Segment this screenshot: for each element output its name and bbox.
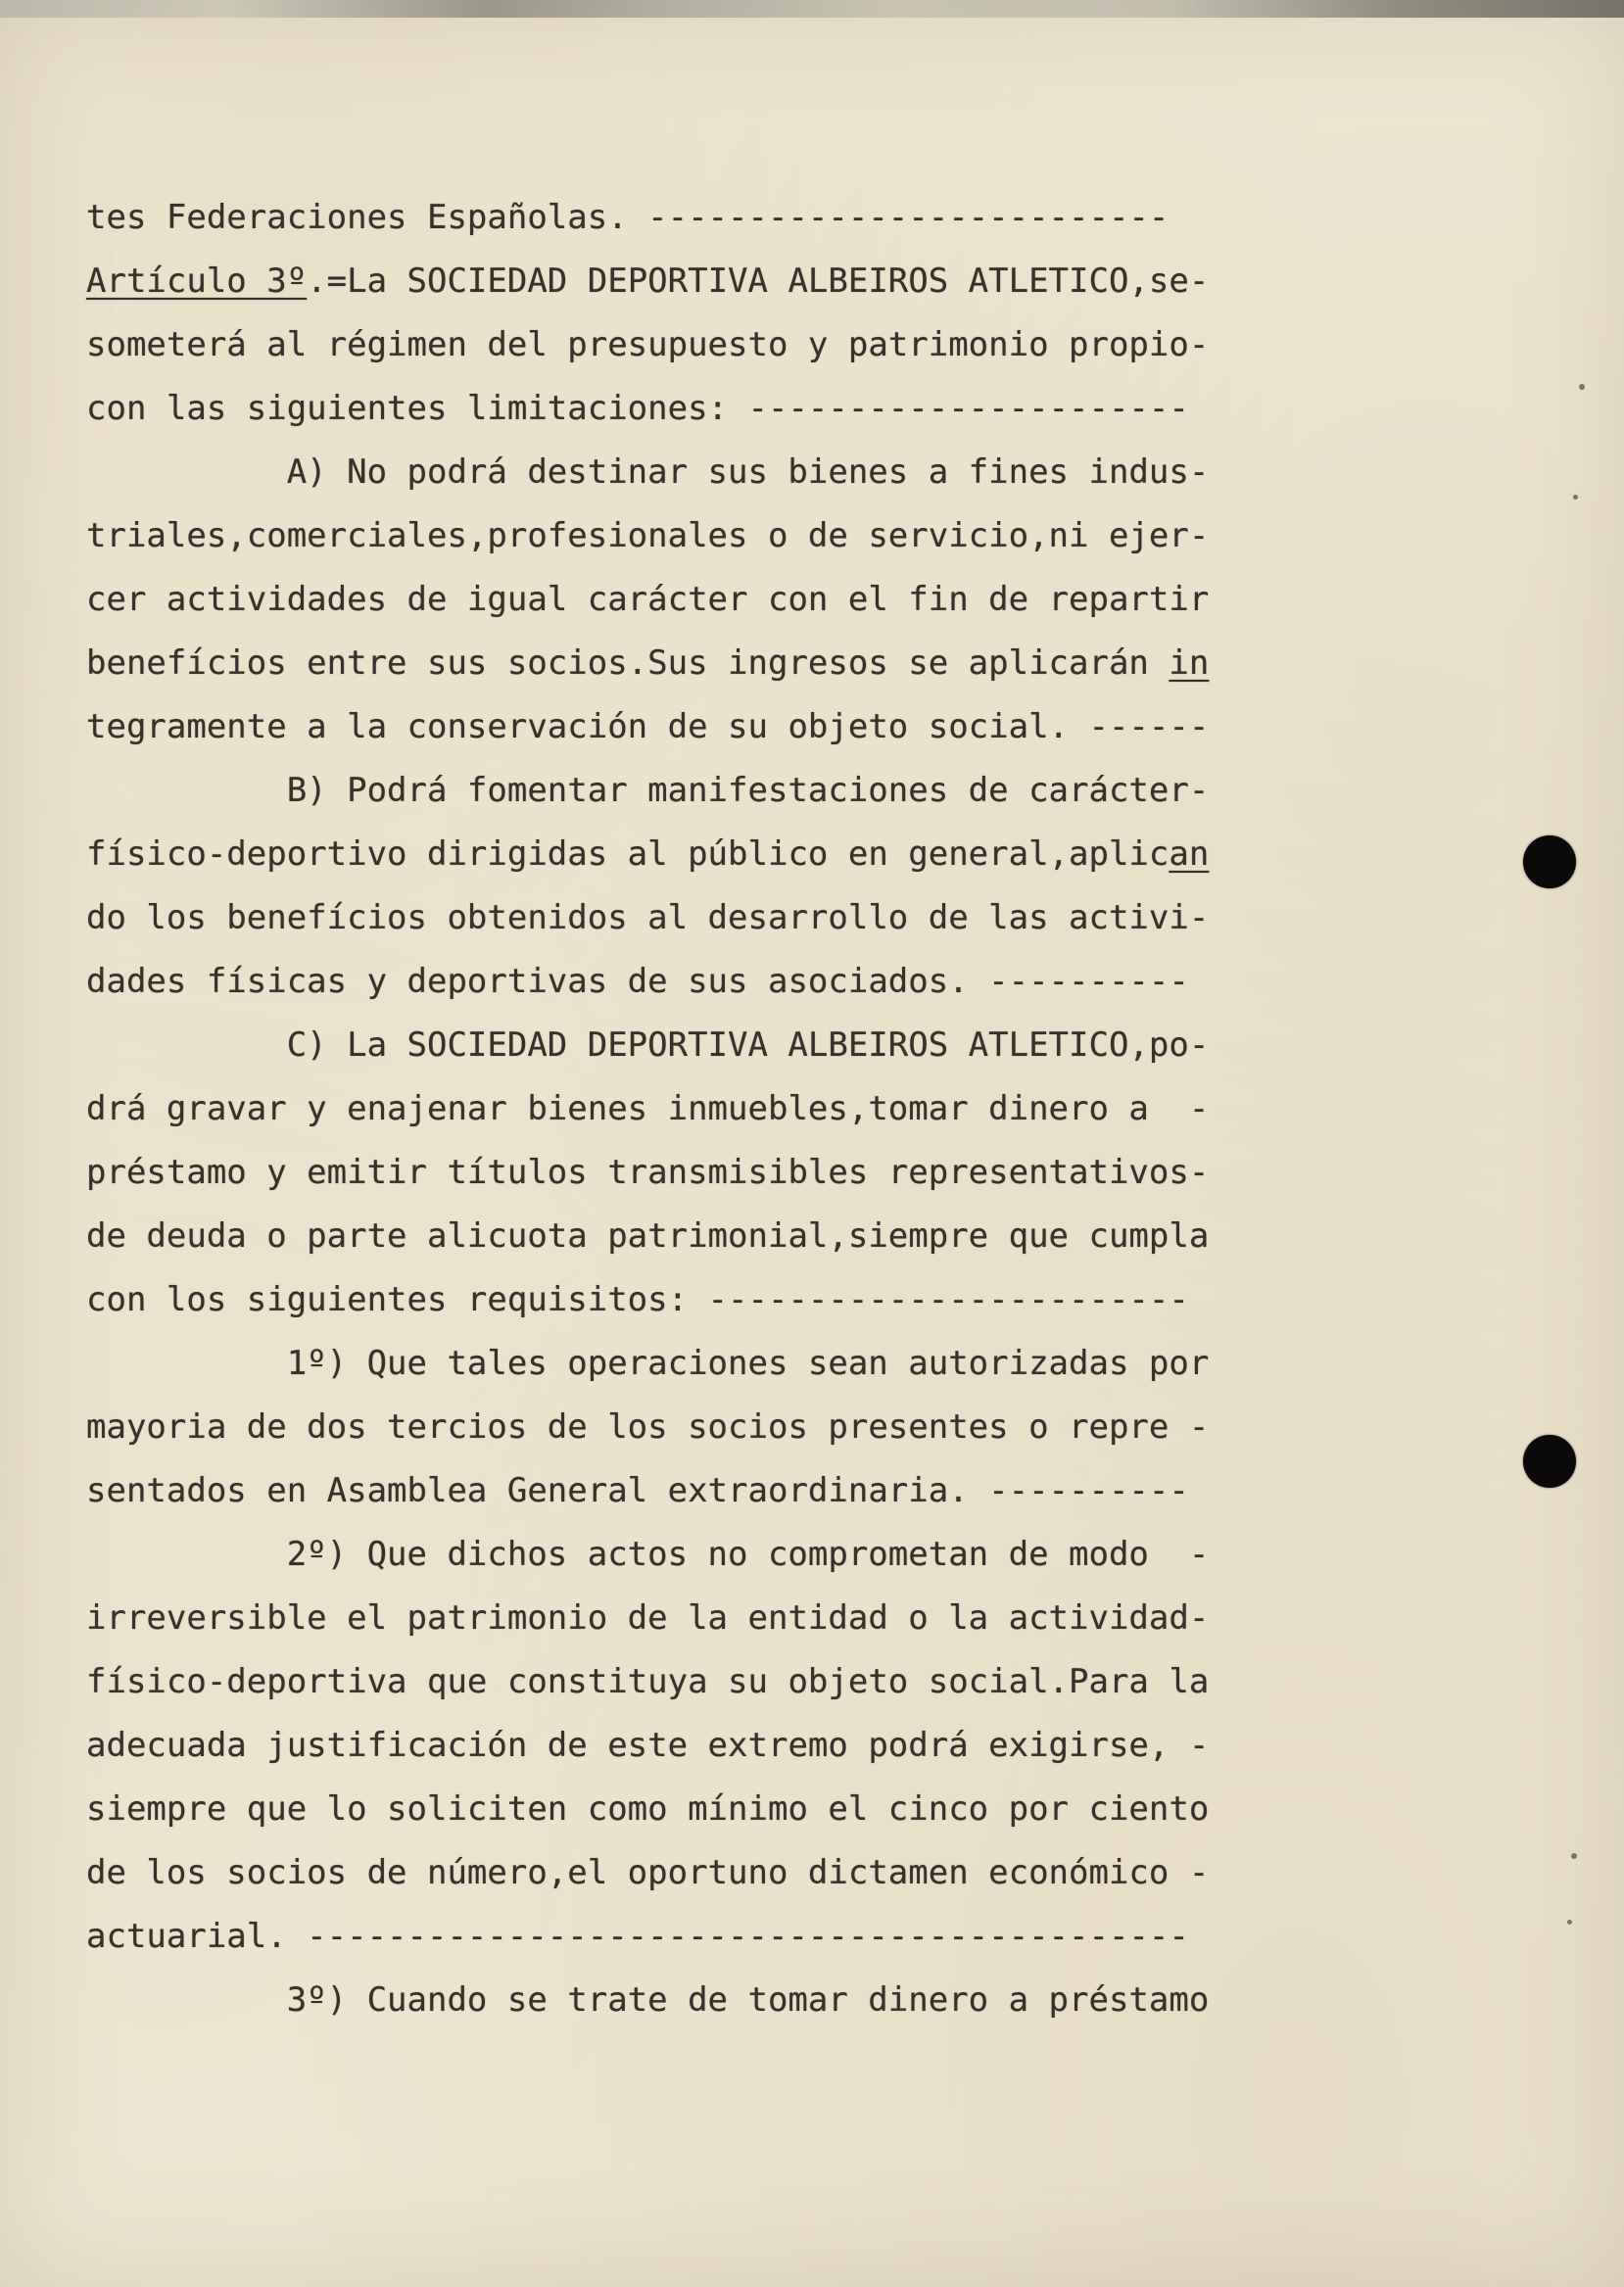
text-line bbox=[86, 1396, 1320, 1459]
document-text-block bbox=[86, 186, 1320, 2032]
text-segment: préstamo y emitir títulos transmisibles representativos- bbox=[86, 1153, 1210, 1192]
text-segment: adecuada justificación de este extremo podrá exigirse, - bbox=[86, 1726, 1210, 1765]
text-line bbox=[86, 1841, 1320, 1905]
text-segment: drá gravar y enajenar bienes inmuebles,tomar dinero a - bbox=[86, 1089, 1210, 1128]
text-line bbox=[86, 823, 1320, 886]
text-segment: sentados en Asamblea General extraordinaria. ---------- bbox=[86, 1471, 1189, 1510]
text-segment: de deuda o parte alicuota patrimonial,siempre que cumpla bbox=[86, 1216, 1210, 1256]
text-segment: físico-deportivo dirigidas al público en general,aplic bbox=[86, 834, 1170, 874]
underlined-text-segment: Artículo 3º bbox=[86, 262, 308, 301]
text-line bbox=[86, 1714, 1320, 1778]
text-line bbox=[86, 1205, 1320, 1268]
text-segment: siempre que lo soliciten como mínimo el cinco por ciento bbox=[86, 1789, 1210, 1829]
text-segment: benefícios entre sus socios.Sus ingresos se aplicarán bbox=[86, 643, 1170, 683]
text-segment: A) No podrá destinar sus bienes a fines indus- bbox=[286, 453, 1210, 492]
text-segment: cer actividades de igual carácter con el fin de repartir bbox=[86, 580, 1210, 619]
text-segment: 2º) Que dichos actos no comprometan de modo - bbox=[286, 1535, 1210, 1574]
text-line bbox=[86, 568, 1320, 632]
text-line bbox=[86, 1905, 1320, 1969]
text-line bbox=[86, 1014, 1320, 1077]
text-line bbox=[86, 886, 1320, 950]
text-line bbox=[86, 186, 1320, 250]
text-line bbox=[86, 250, 1320, 313]
text-segment: mayoria de dos tercios de los socios presentes o repre - bbox=[86, 1407, 1210, 1447]
hole-punch bbox=[1523, 1435, 1576, 1488]
text-segment: con los siguientes requisitos: ------------------------ bbox=[86, 1280, 1189, 1319]
text-segment: triales,comerciales,profesionales o de servicio,ni ejer- bbox=[86, 516, 1210, 555]
scan-top-edge bbox=[0, 0, 1624, 18]
underlined-text-segment: in bbox=[1169, 643, 1210, 683]
text-segment: do los benefícios obtenidos al desarrollo de las activi- bbox=[86, 898, 1210, 937]
text-line bbox=[86, 504, 1320, 568]
scan-speck bbox=[1573, 495, 1578, 500]
text-segment: físico-deportiva que constituya su objeto social.Para la bbox=[86, 1662, 1210, 1701]
text-segment: dades físicas y deportivas de sus asociados. ---------- bbox=[86, 962, 1189, 1001]
text-segment: tes Federaciones Españolas. -------------------------- bbox=[86, 198, 1170, 237]
text-line bbox=[86, 1268, 1320, 1332]
text-line bbox=[86, 1459, 1320, 1523]
text-segment: de los socios de número,el oportuno dictamen económico - bbox=[86, 1853, 1210, 1892]
text-line bbox=[86, 1778, 1320, 1841]
text-line bbox=[86, 632, 1320, 695]
scan-speck bbox=[1571, 1853, 1577, 1859]
underlined-text-segment: an bbox=[1169, 834, 1210, 874]
text-segment: actuarial. -------------------------------------------- bbox=[86, 1917, 1189, 1956]
hole-punch bbox=[1523, 835, 1576, 888]
text-segment: someterá al régimen del presupuesto y patrimonio propio- bbox=[86, 325, 1210, 364]
text-line bbox=[86, 441, 1320, 504]
text-line bbox=[86, 950, 1320, 1014]
text-line bbox=[86, 1969, 1320, 2032]
text-segment: 3º) Cuando se trate de tomar dinero a préstamo bbox=[286, 1980, 1210, 2020]
text-segment: B) Podrá fomentar manifestaciones de carácter- bbox=[286, 771, 1210, 810]
text-line bbox=[86, 1141, 1320, 1205]
text-line bbox=[86, 759, 1320, 823]
text-line bbox=[86, 377, 1320, 441]
text-line bbox=[86, 1332, 1320, 1396]
text-line bbox=[86, 1650, 1320, 1714]
text-segment: con las siguientes limitaciones: ---------------------- bbox=[86, 389, 1189, 428]
text-segment: irreversible el patrimonio de la entidad o la actividad- bbox=[86, 1598, 1210, 1638]
text-line bbox=[86, 1587, 1320, 1650]
text-segment: tegramente a la conservación de su objeto social. ------ bbox=[86, 707, 1210, 746]
text-segment: .=La SOCIEDAD DEPORTIVA ALBEIROS ATLETICO,se- bbox=[307, 262, 1210, 301]
text-line bbox=[86, 1523, 1320, 1587]
text-segment: C) La SOCIEDAD DEPORTIVA ALBEIROS ATLETICO,po- bbox=[286, 1025, 1210, 1065]
text-line bbox=[86, 695, 1320, 759]
scan-speck bbox=[1567, 1920, 1572, 1925]
text-line bbox=[86, 1077, 1320, 1141]
text-line bbox=[86, 313, 1320, 377]
text-segment: 1º) Que tales operaciones sean autorizadas por bbox=[286, 1344, 1210, 1383]
scan-speck bbox=[1579, 384, 1585, 390]
